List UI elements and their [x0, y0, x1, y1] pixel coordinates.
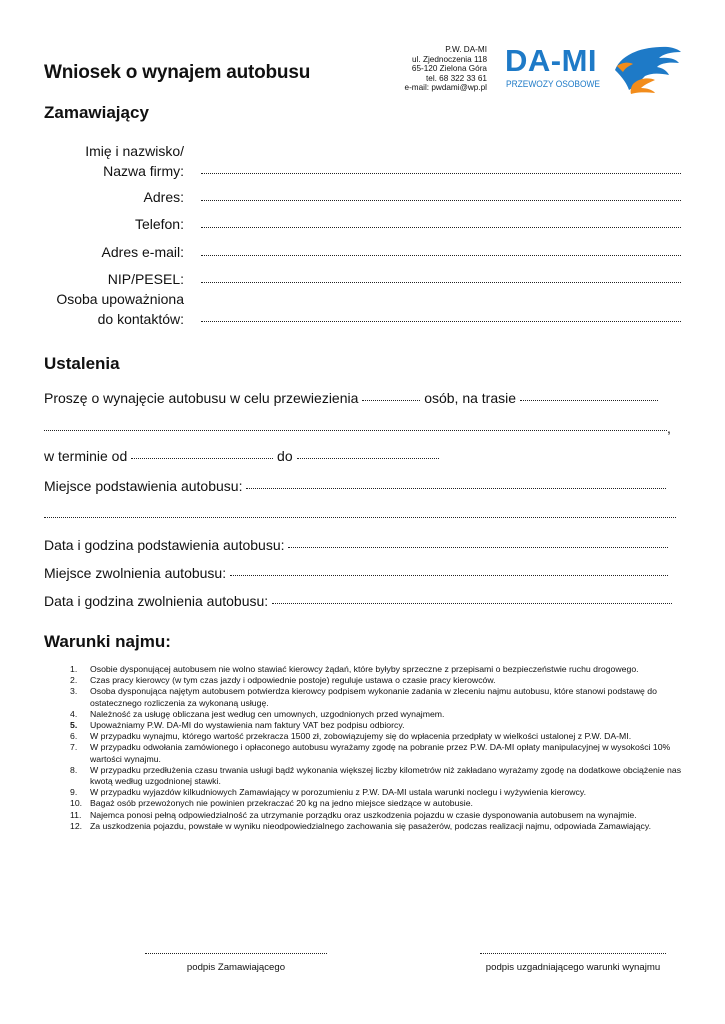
page-title: Wniosek o wynajem autobusu [44, 62, 311, 83]
signature-agent-label: podpis uzgadniającego warunki wynajmu [485, 962, 661, 973]
datetime-start-input[interactable] [288, 546, 668, 548]
company-name: P.W. DA-MI [445, 45, 487, 54]
signature-client-line[interactable] [145, 952, 327, 954]
logo-subtitle: PRZEWOZY OSOBOWE [506, 78, 600, 89]
field-label-name: Imię i nazwisko/ Nazwa firmy: [85, 143, 184, 179]
terms-list [62, 664, 682, 832]
terms-item: 3. Osoba dysponująca najętym autobusem potwierdza kierowcy podpisem wykonanie zadania w zleceniu najmu autobusu, które stanowi podstawę do ostatecznego rozliczenia za wykonaną usługę. [70, 686, 657, 708]
place-start-continuation-input[interactable] [44, 516, 676, 518]
date-from-input[interactable] [131, 457, 273, 459]
place-start-line: Miejsce podstawienia autobusu: [44, 476, 666, 496]
signature-client-label: podpis Zamawiającego [186, 962, 286, 973]
terms-item: 4. Należność za usługę obliczana jest według cen umownych, uzgodnionych przed wynajmem. [70, 708, 445, 719]
datetime-end-input[interactable] [272, 602, 672, 604]
place-start-input[interactable] [246, 487, 666, 489]
terms-item: 8. W przypadku przedłużenia czasu trwania usługi bądź wykonania większej liczby kilometrów niż zakładano wyrażamy zgodę na dodatkowe obciążenie nas kwotą według uzgodnionej stawki. [70, 764, 682, 787]
route-continuation-input[interactable] [44, 429, 667, 431]
terms-item: 6. W przypadku wynajmu, którego wartość przekracza 1500 zł, zobowiązujemy się do wpłacenia przedpłaty w wielkości ustalonej z P.W. DA-MI. [70, 731, 632, 742]
place-end-input[interactable] [230, 574, 668, 576]
passengers-input[interactable] [362, 399, 420, 401]
route-input[interactable] [520, 399, 658, 401]
client-heading: Zamawiający [44, 103, 149, 122]
terms-item: 2. Czas pracy kierowcy (w tym czas jazdy i odpowiednie postoje) reguluje ustawa o czasie pracy kierowców. [70, 675, 496, 686]
field-label-nip: NIP/PESEL: [107, 271, 184, 287]
logo-text: DA-MI [505, 43, 598, 78]
company-email: e-mail: pwdami@wp.pl [404, 83, 487, 93]
date-range-line: w terminie od do [44, 446, 439, 466]
terms-item: 11. Najemca ponosi pełną odpowiedzialność za utrzymanie porządku oraz uszkodzenia pojazdu w czasie dysponowania autobusem na wynajmie. [70, 809, 637, 820]
company-address [405, 45, 487, 93]
field-label-contact: Osoba upoważniona do kontaktów: [56, 291, 184, 327]
company-phone: tel. 68 322 33 61 [425, 73, 487, 83]
company-logo [503, 40, 683, 98]
logo-bird-icon [615, 47, 681, 94]
terms-item: 9. W przypadku wyjazdów kilkudniowych Zamawiający w porozumieniu z P.W. DA-MI ustala warunki noclegu i wyżywienia kierowcy. [70, 787, 587, 798]
company-city: 65-120 Zielona Góra [411, 64, 487, 74]
route-continuation-line: , [44, 418, 671, 438]
field-phone-input[interactable] [201, 226, 681, 228]
datetime-end-line: Data i godzina zwolnienia autobusu: [44, 591, 672, 611]
company-street: ul. Zjednoczenia 118 [412, 54, 487, 64]
terms-item: 7. W przypadku odwołania zamówionego i opłaconego autobusu wyrażamy zgodę na pobranie przez P.W. DA-MI opłaty manipulacyjnej w wysokości 10% wartości wynajmu. [70, 742, 671, 764]
field-label-address: Adres: [143, 189, 184, 205]
field-nip-input[interactable] [201, 281, 681, 283]
field-label-email: Adres e-mail: [101, 244, 184, 260]
field-email-input[interactable] [201, 254, 681, 256]
date-to-input[interactable] [297, 457, 439, 459]
field-name-input[interactable] [201, 172, 681, 174]
settings-heading: Ustalenia [44, 354, 120, 373]
field-contact-input[interactable] [201, 320, 681, 322]
terms-item: 5. Upoważniamy P.W. DA-MI do wystawienia nam faktury VAT bez podpisu odbiorcy. [70, 720, 405, 731]
field-label-phone: Telefon: [134, 216, 184, 232]
request-line: Proszę o wynajęcie autobusu w celu przewiezienia osób, na trasie [44, 388, 658, 408]
datetime-start-line: Data i godzina podstawienia autobusu: [44, 535, 668, 555]
terms-item: 12. Za uszkodzenia pojazdu, powstałe w wyniku nieodpowiedzialnego zachowania się pasażerów, podczas realizacji najmu, odpowiada Zamawiający. [70, 820, 651, 831]
terms-item: 1. Osobie dysponującej autobusem nie wolno stawiać kierowcy żądań, które byłyby sprzeczne z przepisami o bezpieczeństwie ruchu drogowego. [70, 664, 639, 674]
terms-item: 10. Bagaż osób przewożonych nie powinien przekraczać 20 kg na jedno miejsce siedzące w autobusie. [70, 798, 473, 809]
terms-heading: Warunki najmu: [44, 632, 171, 651]
place-end-line: Miejsce zwolnienia autobusu: [44, 563, 668, 583]
signature-agent-line[interactable] [480, 952, 666, 954]
field-address-input[interactable] [201, 199, 681, 201]
